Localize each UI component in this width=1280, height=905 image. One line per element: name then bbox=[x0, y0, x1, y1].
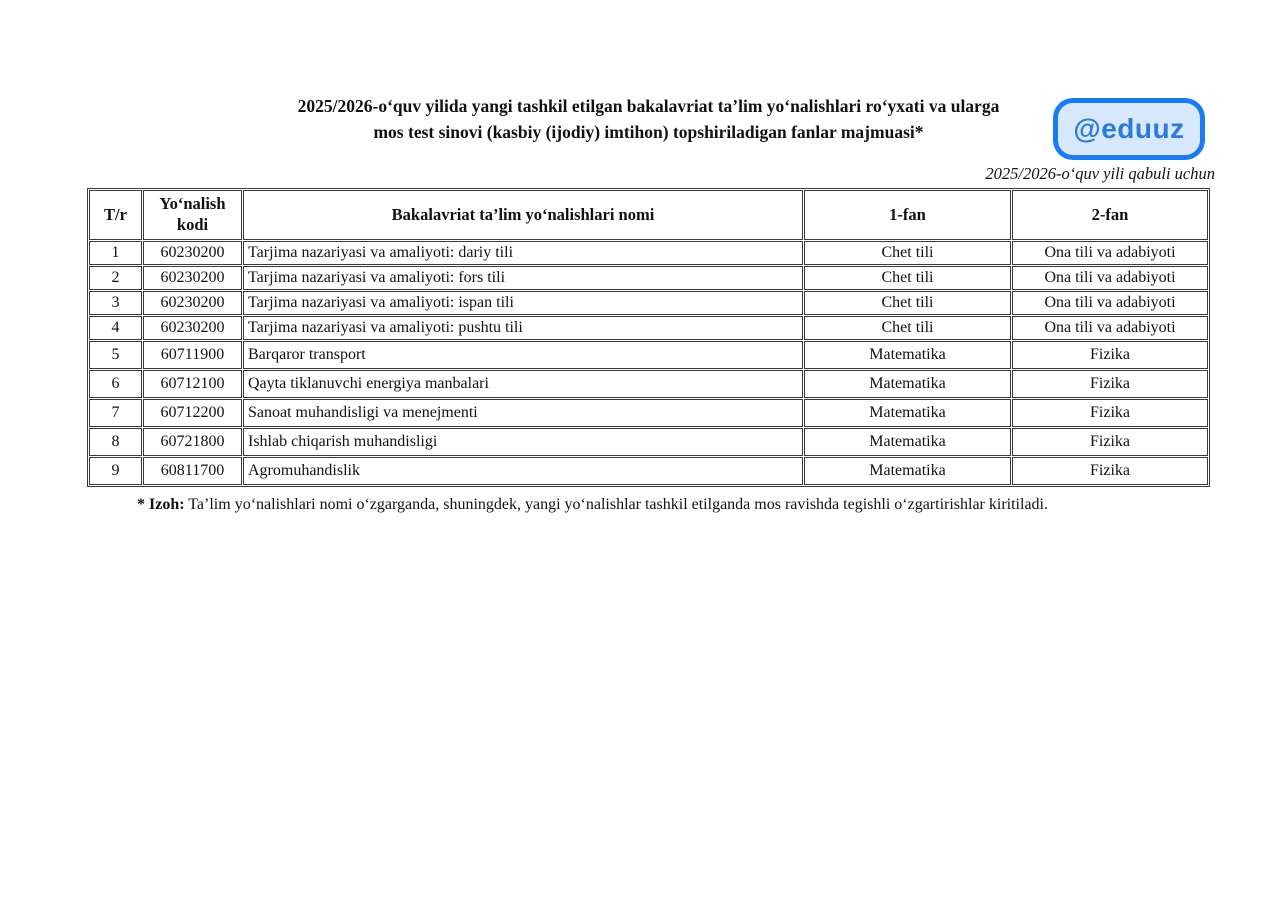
title-line-2: mos test sinovi (kasbiy (ijodiy) imtihon) topshiriladigan fanlar majmuasi* bbox=[373, 122, 924, 142]
header-program-name: Bakalavriat ta’lim yo‘nalishlari nomi bbox=[243, 190, 803, 240]
header-program-code: Yo‘nalish kodi bbox=[143, 190, 242, 240]
program-name-cell: Qayta tiklanuvchi energiya manbalari bbox=[243, 370, 803, 398]
subject-1-cell: Matematika bbox=[804, 370, 1011, 398]
program-name-cell: Sanoat muhandisligi va menejmenti bbox=[243, 399, 803, 427]
subject-2-cell: Fizika bbox=[1012, 341, 1208, 369]
subject-2-cell: Fizika bbox=[1012, 428, 1208, 456]
programs-table bbox=[87, 188, 1210, 487]
row-number-cell: 4 bbox=[89, 316, 142, 340]
eduuz-badge bbox=[1053, 98, 1205, 160]
program-code-cell: 60712100 bbox=[143, 370, 242, 398]
program-code-cell: 60811700 bbox=[143, 457, 242, 485]
row-number-cell: 6 bbox=[89, 370, 142, 398]
subject-1-cell: Chet tili bbox=[804, 316, 1011, 340]
row-number-cell: 1 bbox=[89, 241, 142, 265]
program-code-cell: 60721800 bbox=[143, 428, 242, 456]
program-code-cell: 60230200 bbox=[143, 266, 242, 290]
subject-2-cell: Ona tili va adabiyoti bbox=[1012, 241, 1208, 265]
subject-1-cell: Matematika bbox=[804, 399, 1011, 427]
footnote-label: * Izoh: bbox=[137, 496, 185, 513]
table-row bbox=[89, 266, 1208, 290]
table-row bbox=[89, 399, 1208, 427]
subject-1-cell: Chet tili bbox=[804, 241, 1011, 265]
program-code-cell: 60712200 bbox=[143, 399, 242, 427]
table-row bbox=[89, 291, 1208, 315]
table-row bbox=[89, 370, 1208, 398]
program-name-cell: Agromuhandislik bbox=[243, 457, 803, 485]
eduuz-badge-label: @eduuz bbox=[1073, 113, 1185, 144]
table-row bbox=[89, 341, 1208, 369]
subject-1-cell: Matematika bbox=[804, 457, 1011, 485]
program-code-cell: 60230200 bbox=[143, 291, 242, 315]
row-number-cell: 5 bbox=[89, 341, 142, 369]
header-subject-2: 2-fan bbox=[1012, 190, 1208, 240]
admission-year-note: 2025/2026-o‘quv yili qabuli uchun bbox=[985, 164, 1215, 183]
program-name-cell: Tarjima nazariyasi va amaliyoti: pushtu tili bbox=[243, 316, 803, 340]
subject-2-cell: Ona tili va adabiyoti bbox=[1012, 291, 1208, 315]
row-number-cell: 8 bbox=[89, 428, 142, 456]
program-code-cell: 60230200 bbox=[143, 316, 242, 340]
header-subject-1: 1-fan bbox=[804, 190, 1011, 240]
program-code-cell: 60230200 bbox=[143, 241, 242, 265]
document-title bbox=[87, 93, 1210, 145]
table-row bbox=[89, 316, 1208, 340]
table-row bbox=[89, 241, 1208, 265]
subject-1-cell: Matematika bbox=[804, 428, 1011, 456]
program-name-cell: Ishlab chiqarish muhandisligi bbox=[243, 428, 803, 456]
table-row bbox=[89, 457, 1208, 485]
row-number-cell: 2 bbox=[89, 266, 142, 290]
program-name-cell: Tarjima nazariyasi va amaliyoti: fors tili bbox=[243, 266, 803, 290]
subject-2-cell: Ona tili va adabiyoti bbox=[1012, 266, 1208, 290]
table-row bbox=[89, 428, 1208, 456]
table-header-row bbox=[89, 190, 1208, 240]
program-name-cell: Tarjima nazariyasi va amaliyoti: dariy tili bbox=[243, 241, 803, 265]
subject-2-cell: Fizika bbox=[1012, 370, 1208, 398]
row-number-cell: 7 bbox=[89, 399, 142, 427]
subject-1-cell: Matematika bbox=[804, 341, 1011, 369]
table-body bbox=[89, 241, 1208, 485]
row-number-cell: 9 bbox=[89, 457, 142, 485]
header-row-number: T/r bbox=[89, 190, 142, 240]
subject-1-cell: Chet tili bbox=[804, 266, 1011, 290]
subject-2-cell: Fizika bbox=[1012, 399, 1208, 427]
program-code-cell: 60711900 bbox=[143, 341, 242, 369]
subject-2-cell: Ona tili va adabiyoti bbox=[1012, 316, 1208, 340]
title-line-1: 2025/2026-o‘quv yilida yangi tashkil etilgan bakalavriat ta’lim yo‘nalishlari ro‘yxati va ularga bbox=[297, 96, 1000, 116]
program-name-cell: Tarjima nazariyasi va amaliyoti: ispan tili bbox=[243, 291, 803, 315]
footnote bbox=[137, 496, 1227, 514]
footnote-text: Ta’lim yo‘nalishlari nomi o‘zgarganda, shuningdek, yangi yo‘nalishlar tashkil etilganda mos ravishda tegishli o‘zgartirishlar kiritiladi. bbox=[184, 496, 1048, 513]
subject-1-cell: Chet tili bbox=[804, 291, 1011, 315]
subject-2-cell: Fizika bbox=[1012, 457, 1208, 485]
row-number-cell: 3 bbox=[89, 291, 142, 315]
program-name-cell: Barqaror transport bbox=[243, 341, 803, 369]
